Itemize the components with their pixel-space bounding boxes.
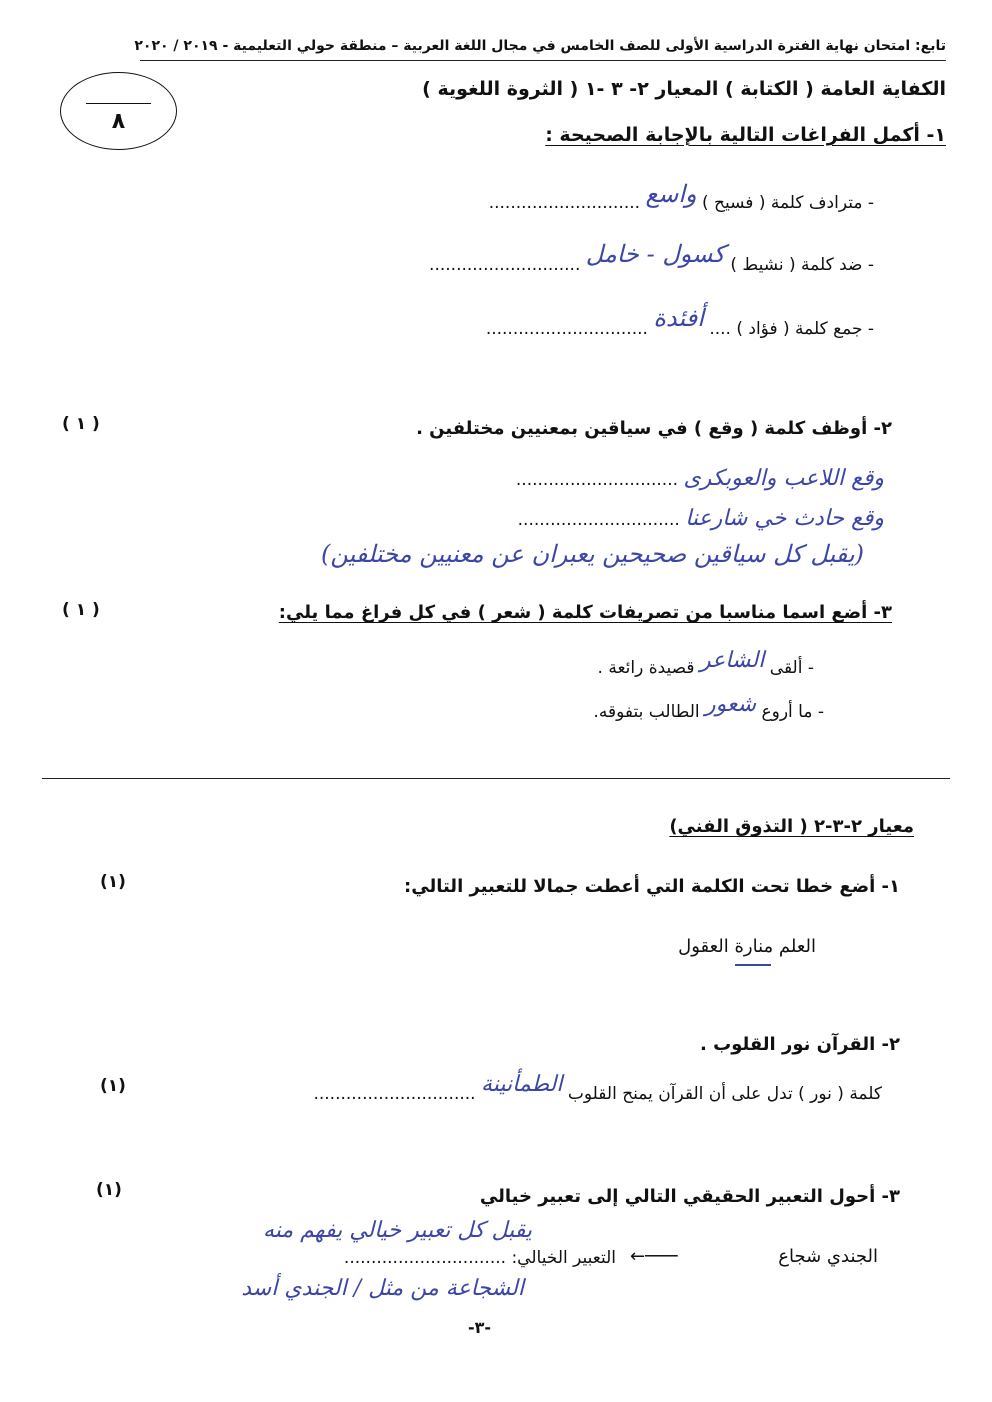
answer-dots: .............................. [517,510,680,530]
grade-oval [60,72,177,150]
handwritten-answer: شعور [705,692,757,717]
handwritten-answer: كسول - خامل [585,240,725,268]
q3-item-after: الطالب بتفوقه. [593,702,700,722]
q3-item-1 [597,648,814,679]
arrow-icon: ←─── [630,1246,678,1267]
handwritten-answer: الطمأنينة [480,1072,563,1097]
q3-item-before: - ألقى [769,658,814,678]
q1-item-prompt: - مترادف كلمة ( فسيح ) [701,193,874,213]
s2-q2-prompt: كلمة ( نور ) تدل على أن القرآن يمنح القلوب [567,1084,882,1104]
q1-item-synonym [488,180,874,214]
handwritten-answer: واسع [645,180,697,208]
s2-q3-answer-line [344,1248,616,1268]
handwritten-underline [735,964,771,966]
s2-q3-literal: الجندي شجاع [778,1246,878,1267]
q1-heading: ١- أكمل الفراغات التالية بالإجابة الصحيحة : [545,124,946,146]
handwritten-answer: أفئدة [653,304,704,332]
s2-q2-line [313,1072,882,1105]
grade-oval-line [86,103,151,104]
q1-item-prompt: - جمع كلمة ( فؤاد ) .... [709,319,874,339]
s2-q2-score: (١) [100,1076,126,1096]
q3-item-2 [593,692,824,723]
s2-q1-sentence: العلم منارة العقول [678,936,816,957]
q2-line-1 [516,466,884,491]
page-number: -٣- [468,1318,492,1337]
q1-item-antonym [429,240,874,276]
grade-total: ٨ [111,109,126,134]
q2-line-2 [518,506,884,531]
handwritten-answer: وقع حادث خي شارعنا [685,506,884,531]
section-divider [42,778,950,779]
s2-q3-label: التعبير الخيالي: [511,1248,616,1268]
answer-dots: .............................. [343,1248,507,1268]
exam-title: تابع: امتحان نهاية الفترة الدراسية الأولى للصف الخامس في مجال اللغة العربية – منطقة حولي التعليمية - ٢٠١٩ / ٢٠٢٠ [134,38,946,54]
competency-line: الكفاية العامة ( الكتابة ) المعيار ٢- ٣ -١ ( الثروة اللغوية ) [422,78,946,100]
q3-score: ( ١ ) [62,600,100,620]
grader-note: (يقبل كل سياقين صحيحين يعبران عن معنيين مختلفين) [321,540,864,568]
handwritten-answer: وقع اللاعب والعوبكرى [683,466,884,491]
grader-note-line-1: يقبل كل تعبير خيالي يفهم منه [262,1218,532,1243]
handwritten-answer: الشاعر [699,648,765,673]
q3-item-before: - ما أروع [761,702,824,722]
q3-heading: ٣- أضع اسما مناسبا من تصريفات كلمة ( شعر ) في كل فراغ مما يلي: [278,602,892,623]
grader-note-line-2: الشجاعة من مثل / الجندي أسد [241,1276,524,1301]
s2-q1-score: (١) [100,872,126,892]
answer-dots: ............................ [488,193,641,213]
answer-dots: .............................. [485,319,648,339]
s2-q3-score: (١) [96,1180,122,1200]
answer-dots: .............................. [515,470,679,490]
exam-header [46,38,946,54]
s2-q3-heading: ٣- أحول التعبير الحقيقي التالي إلى تعبير خيالي [479,1186,900,1207]
q1-item-prompt: - ضد كلمة ( نشيط ) [730,255,874,275]
header-rule [140,60,946,61]
s2-q1-heading: ١- أضع خطا تحت الكلمة التي أعطت جمالا للتعبير التالي: [404,876,900,897]
s2-q2-heading: ٢- القرآن نور القلوب . [700,1034,900,1055]
q3-item-after: قصيدة رائعة . [597,658,695,678]
answer-dots: .............................. [313,1084,476,1104]
answer-dots: ............................ [429,255,581,275]
q1-item-plural [485,304,874,340]
section2-heading: معيار ٢-٣-٢ ( التذوق الفني) [669,816,914,837]
q2-score: ( ١ ) [62,414,100,434]
q2-heading: ٢- أوظف كلمة ( وقع ) في سياقين بمعنيين مختلفين . [416,418,892,439]
